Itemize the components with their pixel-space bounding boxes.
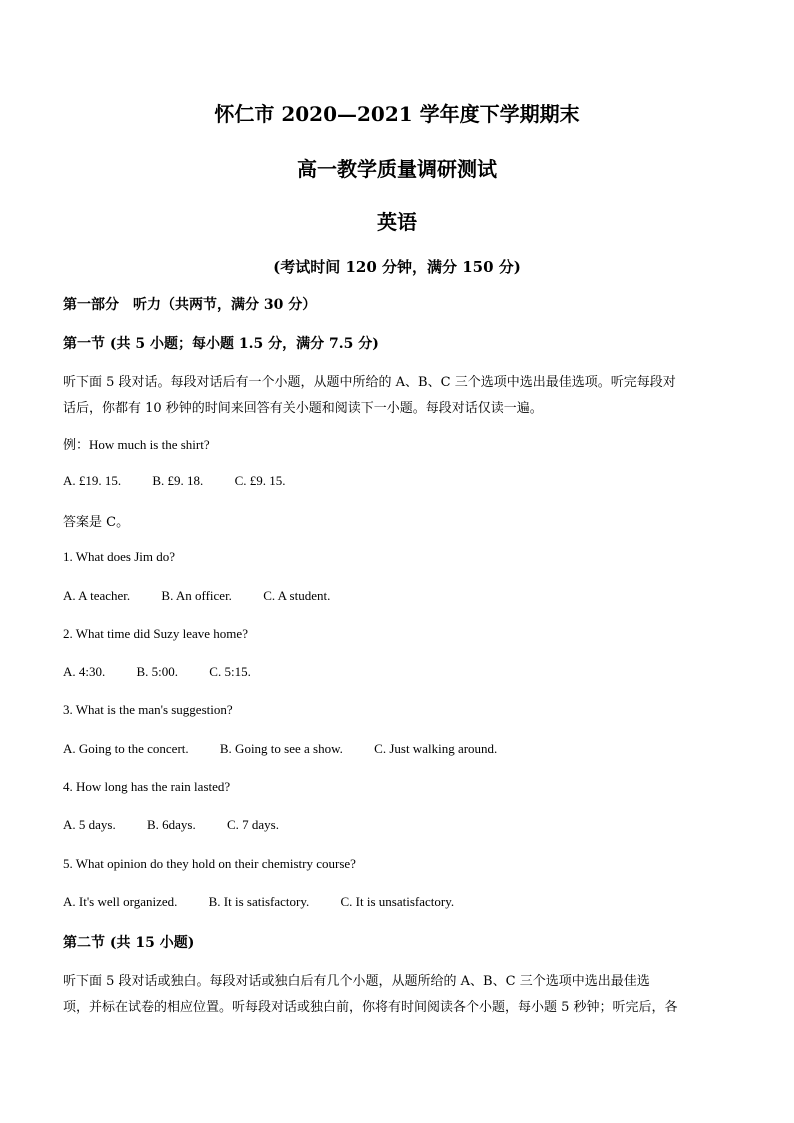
title-line-1: 怀仁市 2020—2021 学年度下学期期末 <box>214 102 580 126</box>
question-3-options <box>63 741 525 757</box>
option-a: A. Going to the concert. <box>63 741 189 756</box>
option-a: A. £19. 15. <box>63 473 122 488</box>
question-2: 2. What time did Suzy leave home? <box>63 626 248 641</box>
part1-heading: 第一部分 听力（共两节，满分 30 分） <box>63 297 317 313</box>
option-c: C. 7 days. <box>226 817 279 832</box>
question-2-options <box>63 664 279 680</box>
title-line-2: 高一教学质量调研测试 <box>297 157 497 181</box>
section1-instruction-line-2: 话后，你都有 10 秒钟的时间来回答有关小题和阅读下一小题。每段对话仅读一遍。 <box>63 401 543 416</box>
option-b: B. Going to see a show. <box>219 741 343 756</box>
question-3: 3. What is the man's suggestion? <box>63 702 233 717</box>
option-b: B. £9. 18. <box>152 473 204 488</box>
question-4: 4. How long has the rain lasted? <box>63 779 231 794</box>
option-b: B. An officer. <box>161 588 232 603</box>
option-c: C. It is unsatisfactory. <box>340 894 455 909</box>
option-c: C. Just walking around. <box>374 741 498 756</box>
example-question: 例：How much is the shirt? <box>63 437 210 452</box>
section2-instruction-line-2: 项，并标在试卷的相应位置。听每段对话或独白前，你将有时间阅读各个小题，每小题 5 秒钟；听完后，各 <box>63 1000 678 1015</box>
section2-instruction-line-1: 听下面 5 段对话或独白。每段对话或独白后有几个小题，从题所给的 A、B、C 三个选项中选出最佳选 <box>63 974 650 989</box>
question-4-options <box>63 817 307 833</box>
example-answer: 答案是 C。 <box>63 515 130 530</box>
exam-info: (考试时间 120 分钟，满分 150 分) <box>273 258 521 276</box>
option-c: C. A student. <box>263 588 331 603</box>
section2-heading: 第二节 (共 15 小题) <box>63 935 195 951</box>
section1-instruction-line-1: 听下面 5 段对话。每段对话后有一个小题，从题中所给的 A、B、C 三个选项中选出最佳选项。听完每段对 <box>63 375 676 390</box>
option-a: A. It's well organized. <box>63 894 178 909</box>
option-b: B. It is satisfactory. <box>208 894 310 909</box>
option-b: B. 5:00. <box>136 664 179 679</box>
option-c: C. £9. 15. <box>234 473 286 488</box>
section1-heading: 第一节 (共 5 小题；每小题 1.5 分，满分 7.5 分) <box>63 336 379 352</box>
option-a: A. A teacher. <box>63 588 131 603</box>
question-5-options <box>63 894 482 910</box>
option-b: B. 6days. <box>146 817 196 832</box>
example-options <box>63 473 313 489</box>
option-a: A. 4:30. <box>63 664 106 679</box>
question-1: 1. What does Jim do? <box>63 549 176 564</box>
question-5: 5. What opinion do they hold on their chemistry course? <box>63 856 356 871</box>
option-a: A. 5 days. <box>63 817 116 832</box>
subject-title: 英语 <box>377 210 417 234</box>
question-1-options <box>63 588 358 604</box>
option-c: C. 5:15. <box>209 664 251 679</box>
